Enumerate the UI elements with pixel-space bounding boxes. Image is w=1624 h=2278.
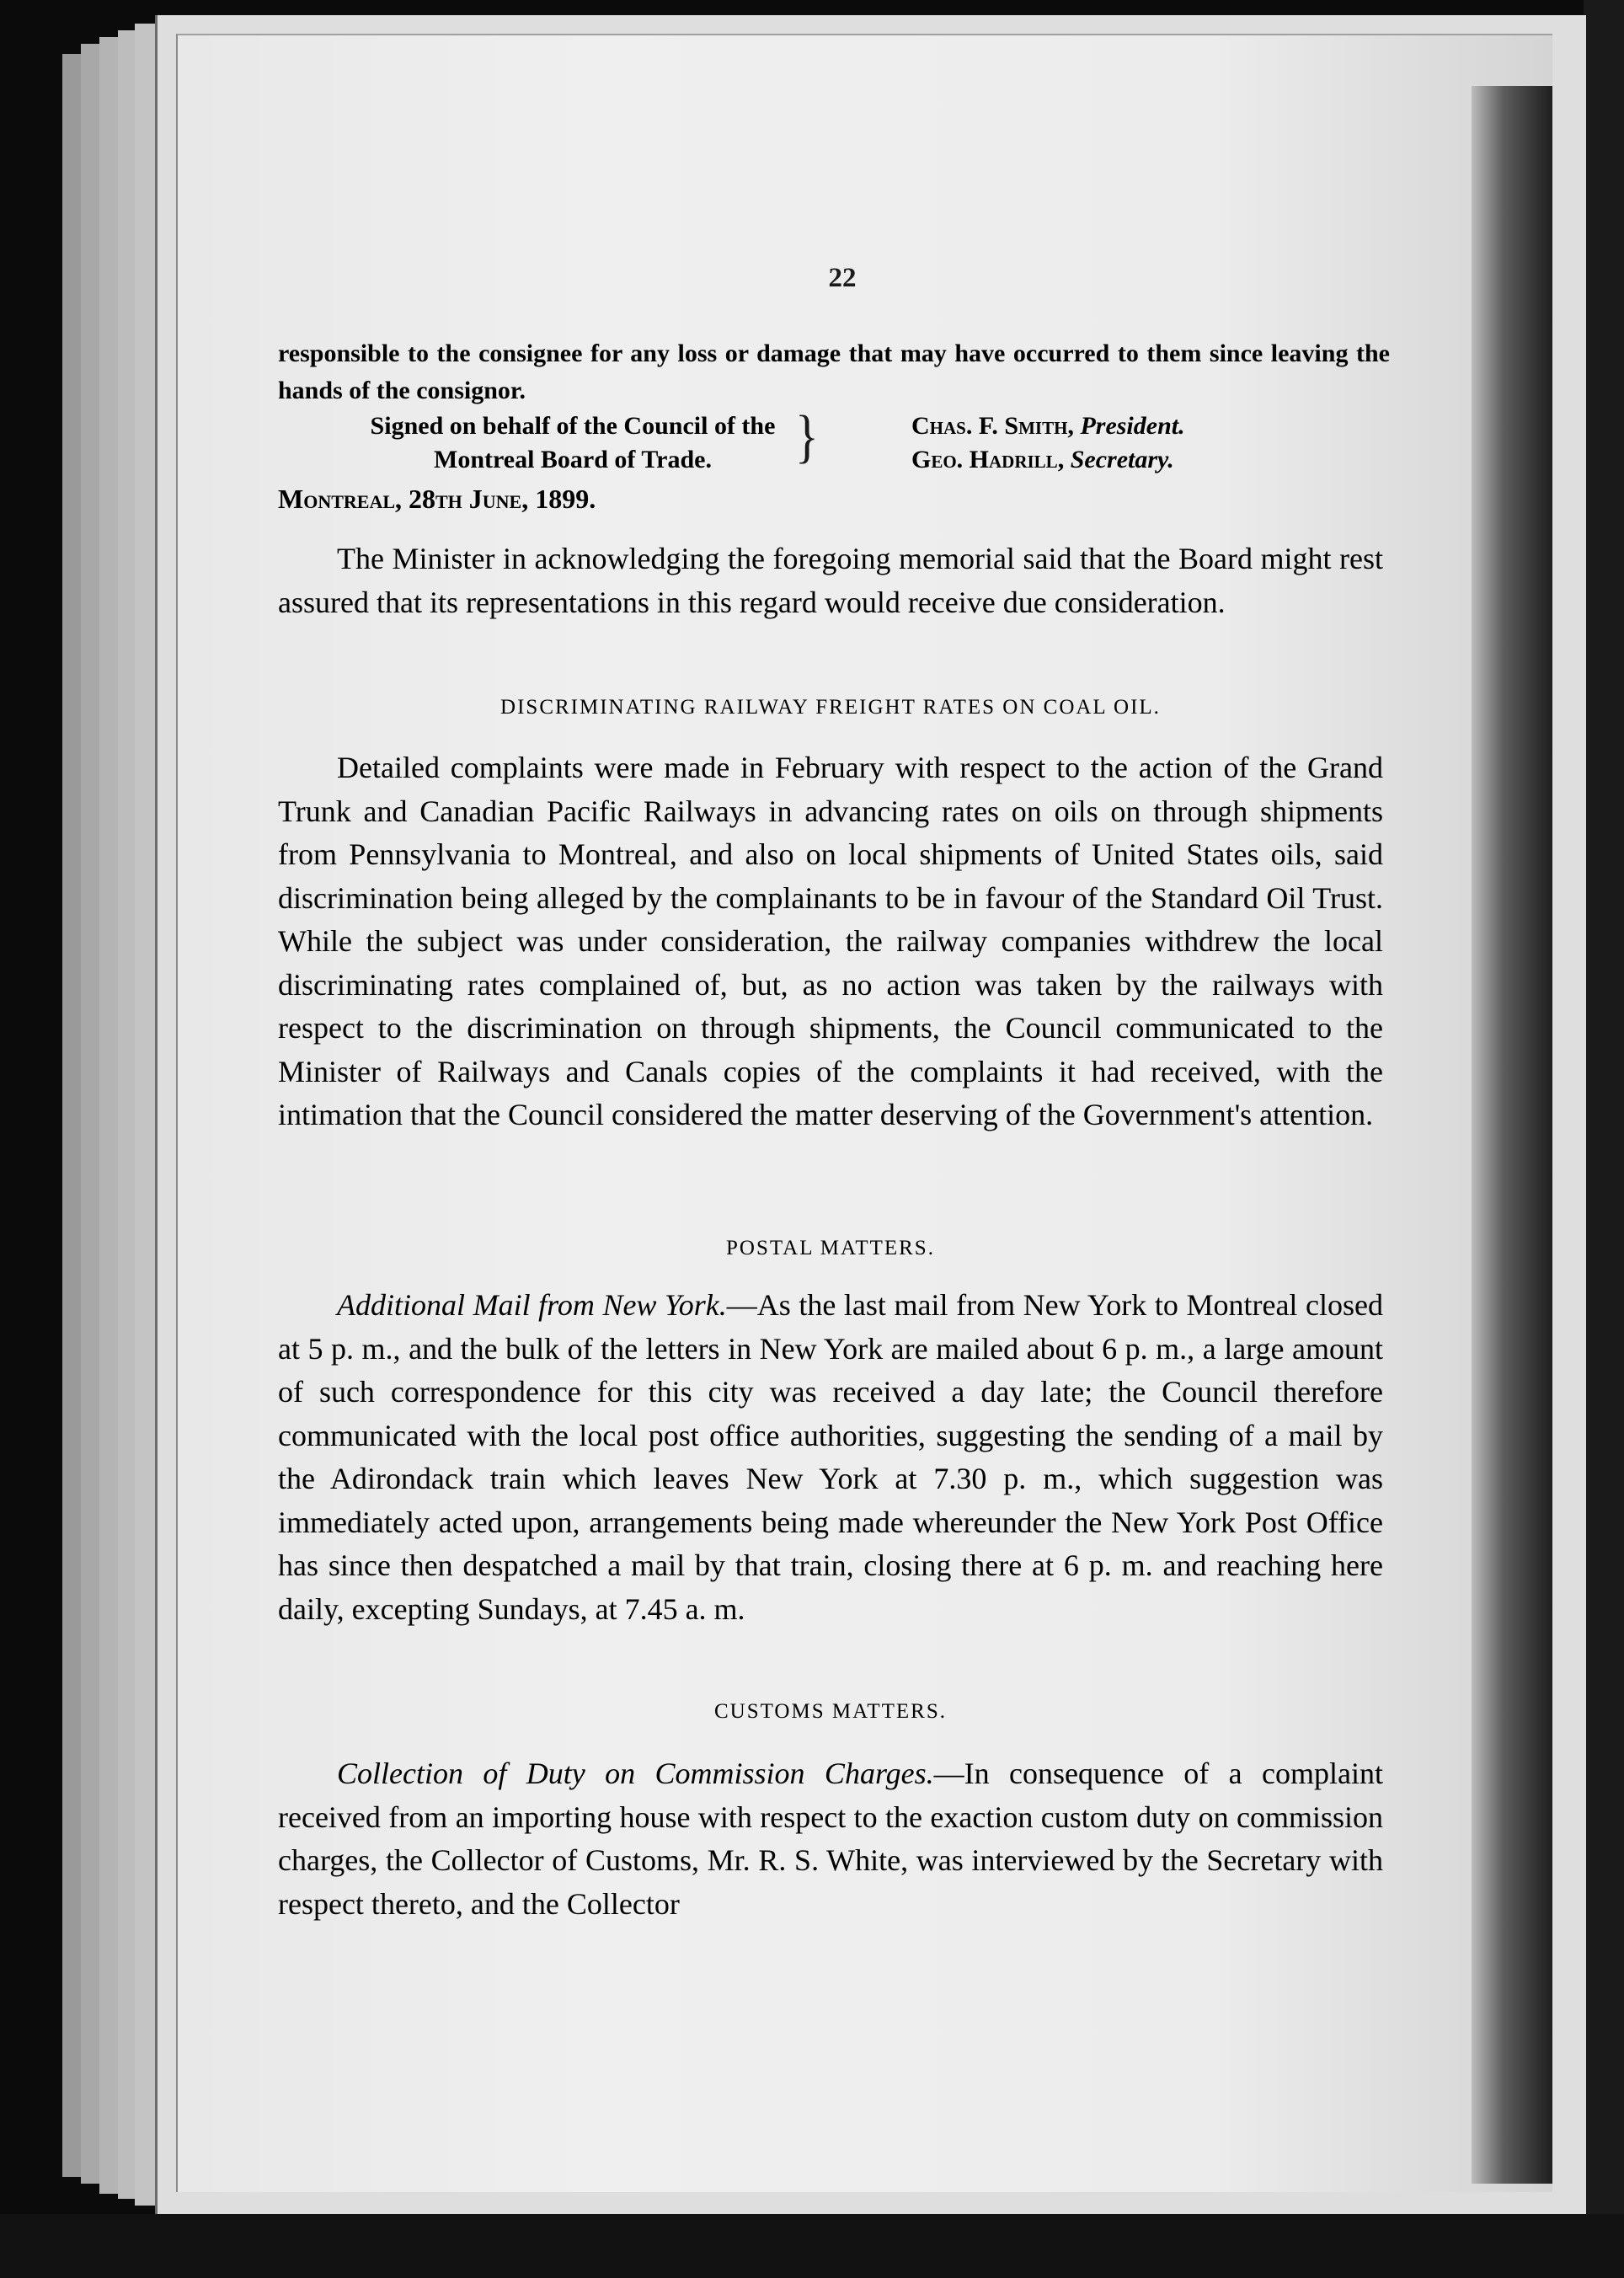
postal-paragraph xyxy=(278,1284,1383,1631)
minister-paragraph: The Minister in acknowledging the foregoing memorial said that the Board might rest assured that its representations in this regard would receive due consideration. xyxy=(278,542,1383,619)
scan-background xyxy=(1584,0,1624,2278)
signatory-president xyxy=(911,409,1383,443)
page-number: 22 xyxy=(828,263,857,293)
signature-right xyxy=(911,409,1383,477)
signature-left-line2: Montreal Board of Trade. xyxy=(434,446,712,473)
signature-date: Montreal, 28th June, 1899. xyxy=(278,484,596,514)
opening-text: responsible to the consignee for any loss or damage that may have occurred to them since leaving the hands of the consignor. xyxy=(278,340,1390,404)
page-gutter xyxy=(1472,86,1552,2184)
secretary-name: Geo. Hadrill, xyxy=(911,446,1065,473)
customs-body: —In consequence of a complaint received from an importing house with respect to the exaction custom duty on commission charges, the Collector of Customs, Mr. R. S. White, was interviewed by the Secretary with respect thereto, and the Collector xyxy=(278,1757,1383,1921)
secretary-title: Secretary. xyxy=(1070,446,1174,473)
heading-customs: CUSTOMS MATTERS. xyxy=(713,1700,948,1723)
postal-lead: Additional Mail from New York. xyxy=(337,1288,727,1322)
heading-postal: POSTAL MATTERS. xyxy=(726,1237,935,1259)
customs-lead: Collection of Duty on Commission Charges. xyxy=(337,1757,934,1790)
president-title: President. xyxy=(1080,412,1185,440)
heading-railway: DISCRIMINATING RAILWAY FREIGHT RATES ON COAL OIL. xyxy=(500,696,1161,719)
scan-background xyxy=(0,2214,1624,2278)
railway-paragraph: Detailed complaints were made in February with respect to the action of the Grand Trunk and Canadian Pacific Railways in advancing rates on oils on through shipments from Pennsylvania to Montreal, and also on local shipments of United States oils, said discrimination being alleged by the complainants to be in favour of the Standard Oil Trust. While the subject was under consideration, the railway companies withdrew the local discriminating rates complained of, but, as no action was taken by the railways with respect to the discrimination on through shipments, the Council communicated to the Minister of Railways and Canals copies of the complaints it had received, with the intimation that the Council considered the matter deserving of the Government's attention. xyxy=(278,751,1383,1131)
signature-brace: } xyxy=(795,403,819,469)
signature-left xyxy=(337,409,809,477)
president-name: Chas. F. Smith, xyxy=(911,412,1074,440)
postal-body: —As the last mail from New York to Montreal closed at 5 p. m., and the bulk of the letters in New York are mailed about 6 p. m., a large amount of such correspondence for this city was received a day late; the Council therefore communicated with the local post office authorities, suggesting the sending of a mail by the Adirondack train which leaves New York at 7.30 p. m., which suggestion was immediately acted upon, arrangements being made whereunder the New York Post Office has since then despatched a mail by that train, closing there at 6 p. m. and reaching here daily, excepting Sundays, at 7.45 a. m. xyxy=(278,1288,1383,1626)
signatory-secretary xyxy=(911,443,1383,477)
customs-paragraph xyxy=(278,1752,1383,1926)
signature-left-line1: Signed on behalf of the Council of the xyxy=(370,412,776,440)
